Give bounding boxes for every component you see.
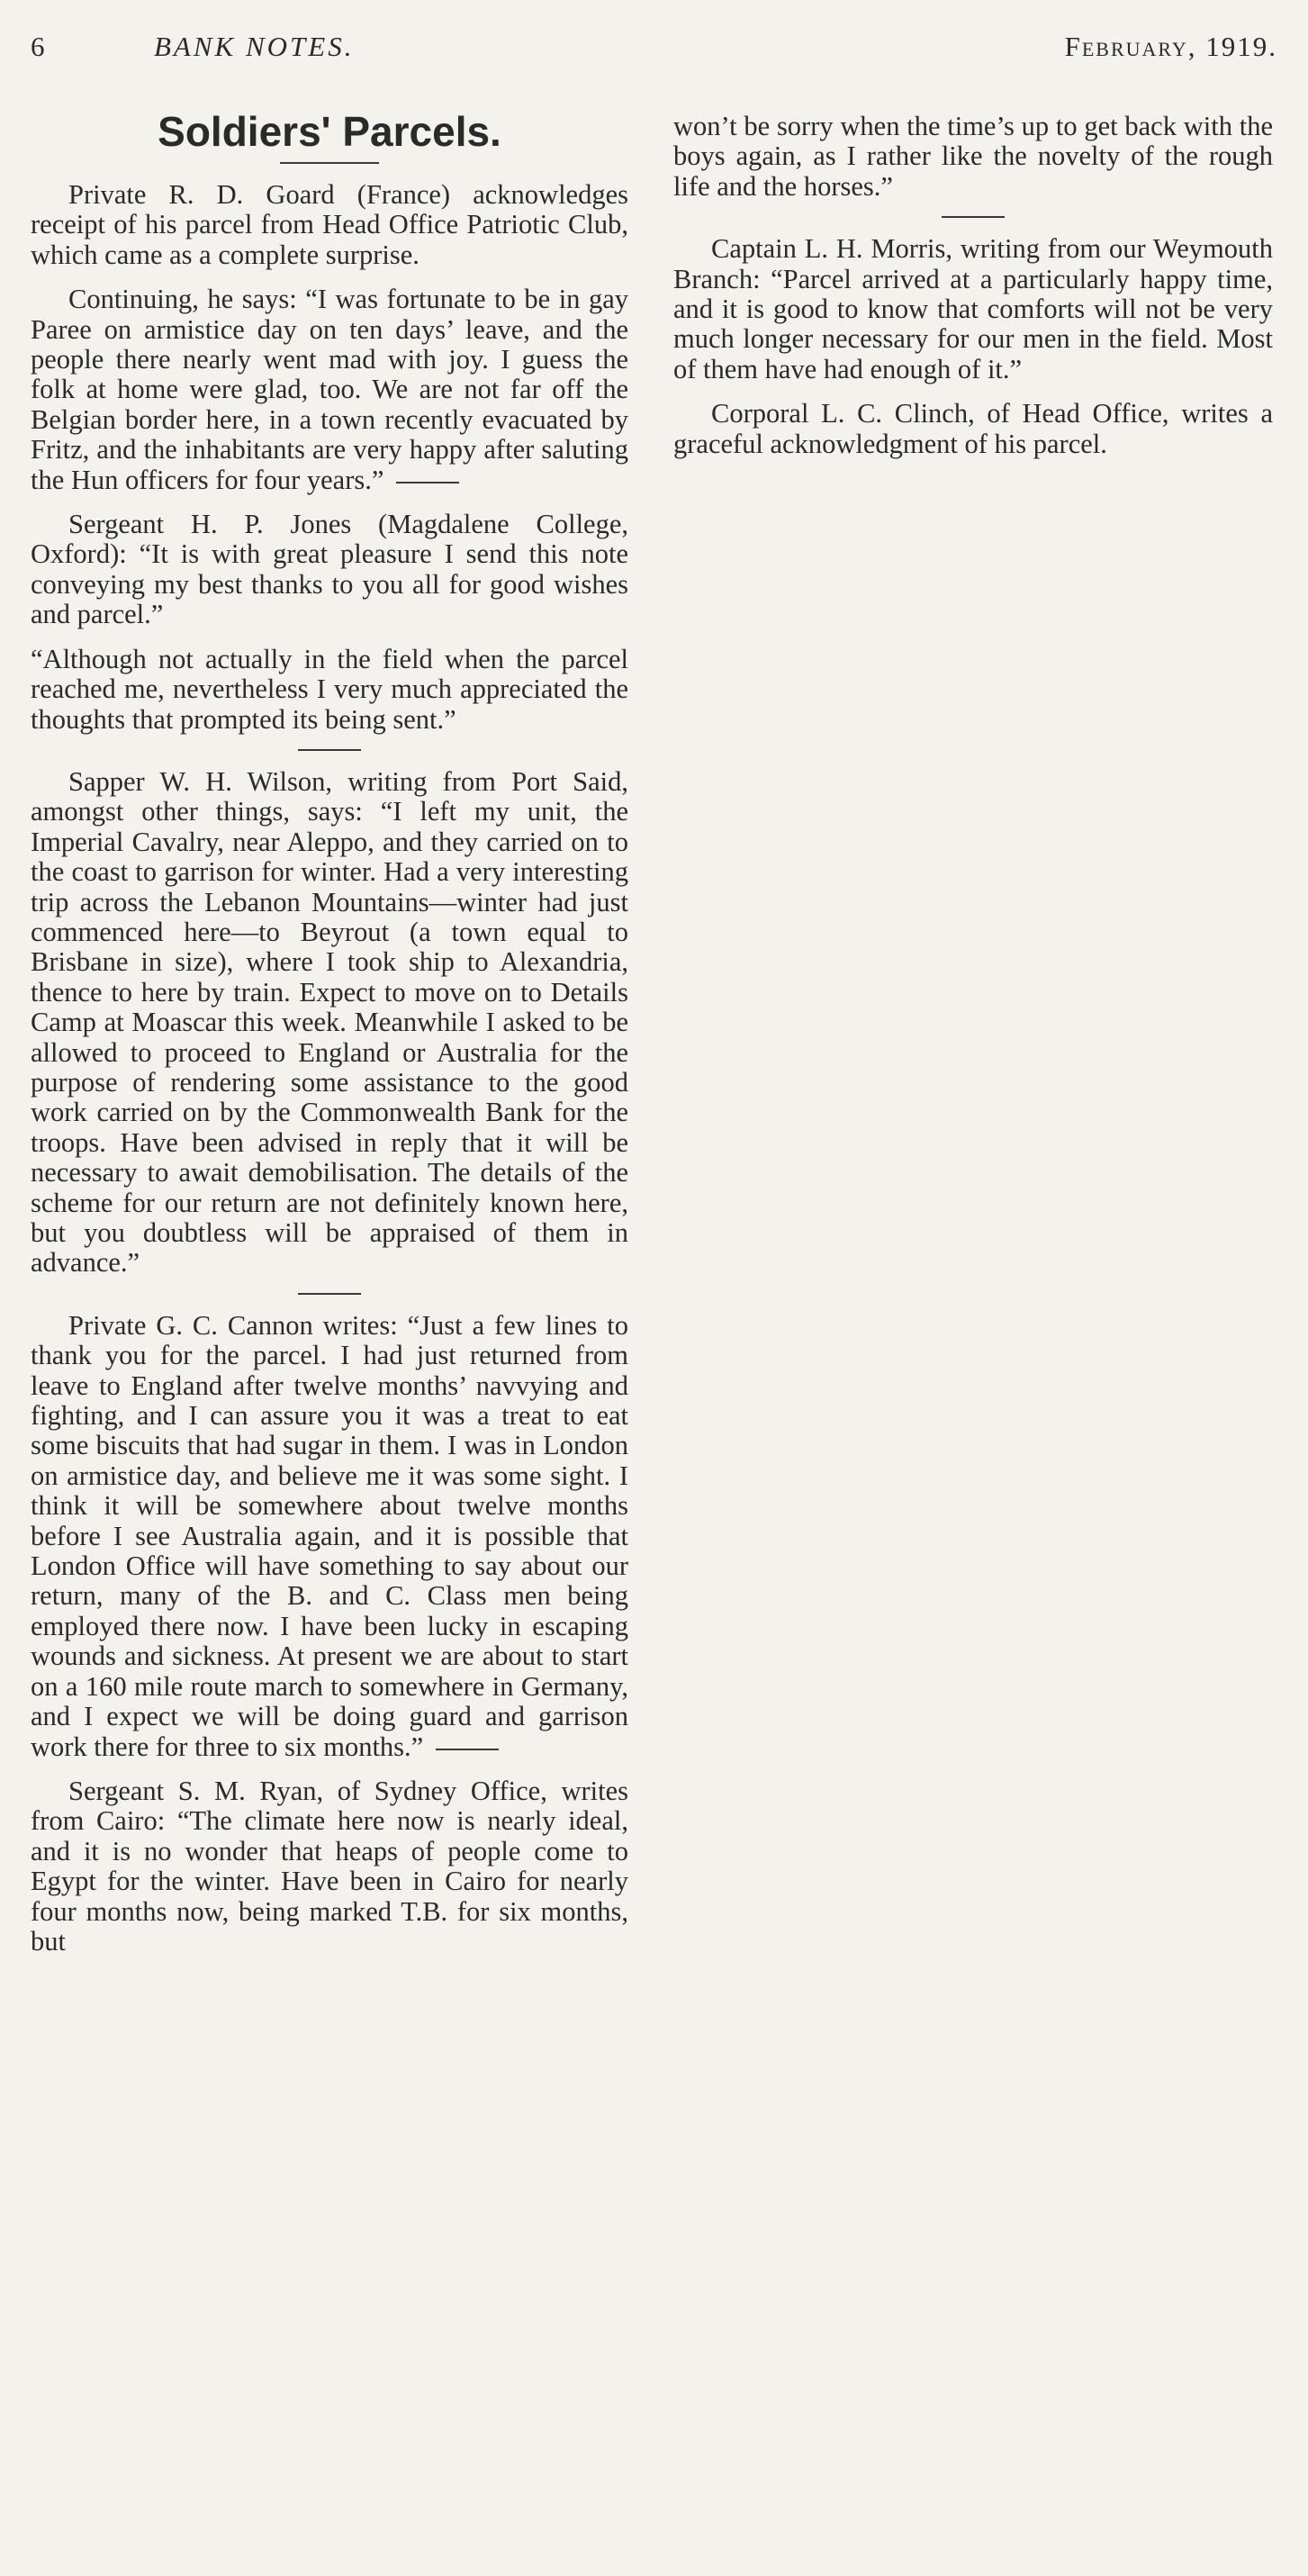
paragraph-ryan: Sergeant S. M. Ryan, of Sydney Office, writes from Cairo: “The climate here now is nearly ideal, and it is no wonder that heaps of people come to Egypt for the winter. Have been in Cairo for nearly four months now, being marked T.B. for six months, but (31, 1775, 628, 1957)
paragraph-clinch: Corporal L. C. Clinch, of Head Office, writes a graceful acknowledgment of his parcel. (673, 398, 1273, 459)
left-column (31, 106, 628, 1971)
paragraph-goard-quote (31, 285, 628, 495)
paragraph-morris: Captain L. H. Morris, writing from our Weymouth Branch: “Parcel arrived at a particularly happy time, and it is good to know that comforts will not be very much longer necessary for our men in the field. Most of them have had enough of it.” (673, 233, 1273, 384)
issue-date: February, 1919. (1064, 31, 1277, 62)
separator-rule (298, 1293, 361, 1295)
paragraph-jones-continued: “Although not actually in the field when the parcel reached me, nevertheless I very much appreciated the thoughts that prompted its being sent.” (31, 643, 628, 735)
paragraph-jones: Sergeant H. P. Jones (Magdalene College, Oxford): “It is with great pleasure I send this note conveying my best thanks to you all for good wishes and parcel.” (31, 509, 628, 630)
right-column (673, 112, 1273, 474)
paragraph-goard-intro: Private R. D. Goard (France) acknowledges receipt of his parcel from Head Office Patriotic Club, which came as a complete surprise. (31, 179, 628, 270)
running-head (31, 31, 1277, 67)
title-rule (280, 162, 379, 164)
separator-rule (396, 482, 459, 484)
paragraph-ryan-continued: won’t be sorry when the time’s up to get back with the boys again, as I rather like the novelty of the rough life and the horses.” (673, 111, 1273, 202)
paragraph-goard-quote-text: Continuing, he says: “I was fortunate to be in gay Paree on armistice day on ten days’ leave, and the people there nearly went mad with joy. I guess the folk at home were glad, too. We are not far off the Belgian border here, in a town recently evacuated by Fritz, and the inhabitants are very happy after saluting the Hun officers for four years.” (31, 284, 628, 495)
separator-rule (942, 216, 1005, 218)
paragraph-cannon-text: Private G. C. Cannon writes: “Just a few lines to thank you for the parcel. I had just returned from leave to England after twelve months’ navvying and fighting, and I can assure you it was a treat to eat some biscuits that had sugar in them. I was in London on armistice day, and believe me it was some sight. I think it will be somewhere about twelve months before I see Australia again, and it is possible that London Office will have something to say about our return, many of the B. and C. Class men being employed there now. I have been lucky in escaping wounds and sickness. At present we are about to start on a 160 mile route march to somewhere in Germany, and I expect we will be doing guard and garrison work there for three to six months.” (31, 1309, 628, 1762)
publication-title: BANK NOTES. (154, 31, 355, 62)
separator-rule (298, 749, 361, 751)
article-title: Soldiers' Parcels. (158, 108, 501, 155)
page-number: 6 (31, 31, 46, 62)
separator-rule (436, 1749, 499, 1750)
paragraph-wilson: Sapper W. H. Wilson, writing from Port Said, amongst other things, says: “I left my unit, the Imperial Cavalry, near Aleppo, and they carried on to the coast to garrison for winter. Had a very interesting trip across the Lebanon Mountains—winter had just commenced here—to Beyrout (a town equal to Brisbane in size), where I took ship to Alexandria, thence to here by train. Expect to move on to Details Camp at Moascar this week. Meanwhile I asked to be allowed to proceed to England or Australia for the purpose of rendering some assistance to the good work carried on by the Commonwealth Bank for the troops. Have been advised in reply that it will be necessary to await demobilisation. The details of the scheme for our return are not definitely known here, but you doubtless will be appraised of them in advance.” (31, 765, 628, 1279)
paragraph-cannon (31, 1311, 628, 1762)
